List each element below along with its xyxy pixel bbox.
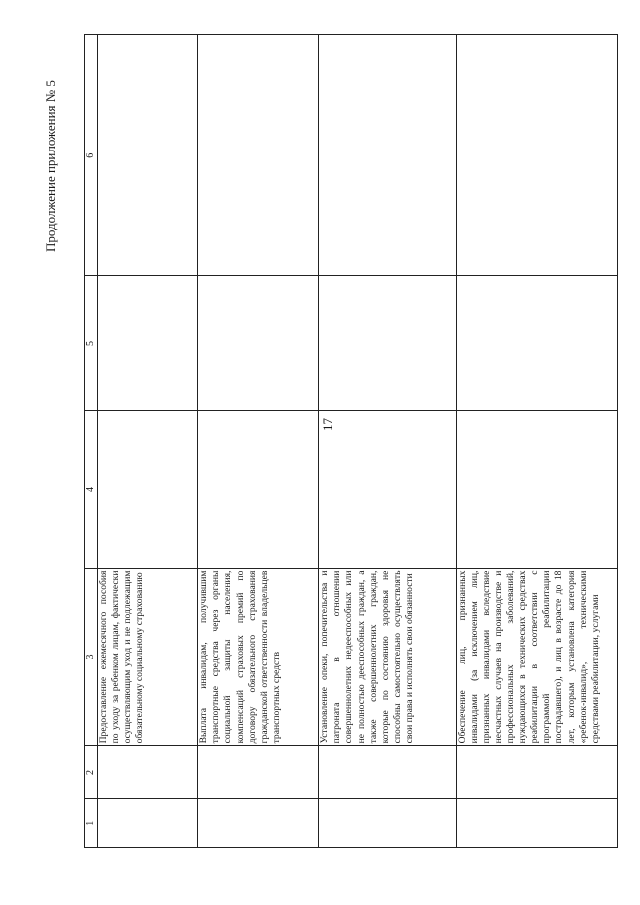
table-cell [319, 276, 456, 411]
table-header-row [85, 35, 98, 848]
table-cell [198, 799, 319, 848]
column-header: 2 [85, 746, 98, 799]
table-cell [98, 276, 198, 411]
table-cell [319, 746, 456, 799]
table-cell [198, 746, 319, 799]
services-table [84, 34, 618, 848]
table-row [98, 35, 198, 848]
table-cell [98, 746, 198, 799]
column-header: 1 [85, 799, 98, 848]
column-header: 6 [85, 35, 98, 276]
table-cell [456, 746, 617, 799]
column-header: 5 [85, 276, 98, 411]
service-name-cell: Предоставление ежемесячного пособия по уходу за ребенком лицам, фактически осуществляющим уход и не подлежащим обязательному социальному страхованию [98, 568, 198, 746]
services-table-wrapper [84, 34, 618, 848]
table-cell [319, 35, 456, 276]
table-row [319, 35, 456, 848]
page-number: 17 [320, 418, 335, 431]
table-cell [319, 799, 456, 848]
table-cell [98, 411, 198, 568]
table-cell [198, 276, 319, 411]
service-name-cell: Обеспечение лиц, признанных инвалидами (за исключением лиц, признанных инвалидами вследствие несчастных случаев на производстве и профессиональных заболеваний, нуждающихся в технических средствах реабилитации в соответствии с программой реабилитации пострадавшего), и лиц в возрасте до 18 лет, которым установлена категория «ребенок-инвалид», техническими средствами реабилитации, услугами [456, 568, 617, 746]
table-cell [456, 35, 617, 276]
service-name-cell: Выплата инвалидам, получившим транспортные средства через органы социальной защиты населения, компенсаций страховых премий по договору обязательного страхования гражданской ответственности владельцев транспортных средств [198, 568, 319, 746]
table-cell [198, 411, 319, 568]
table-cell [98, 35, 198, 276]
column-header: 3 [85, 568, 98, 746]
table-cell [456, 276, 617, 411]
table-cell [319, 411, 456, 568]
table-cell [456, 411, 617, 568]
table-cell [98, 799, 198, 848]
table-cell [198, 35, 319, 276]
table-row [456, 35, 617, 848]
service-name-cell: Установление опеки, попечительства и патроната в отношении совершеннолетних недееспособных или не полностью дееспособных граждан, а также совершеннолетних граждан, которые по состоянию здоровья не способны самостоятельно осуществлять свои права и исполнять свои обязанности [319, 568, 456, 746]
table-cell [456, 799, 617, 848]
column-header: 4 [85, 411, 98, 568]
table-row [198, 35, 319, 848]
running-title: Продолжение приложения № 5 [43, 80, 58, 252]
